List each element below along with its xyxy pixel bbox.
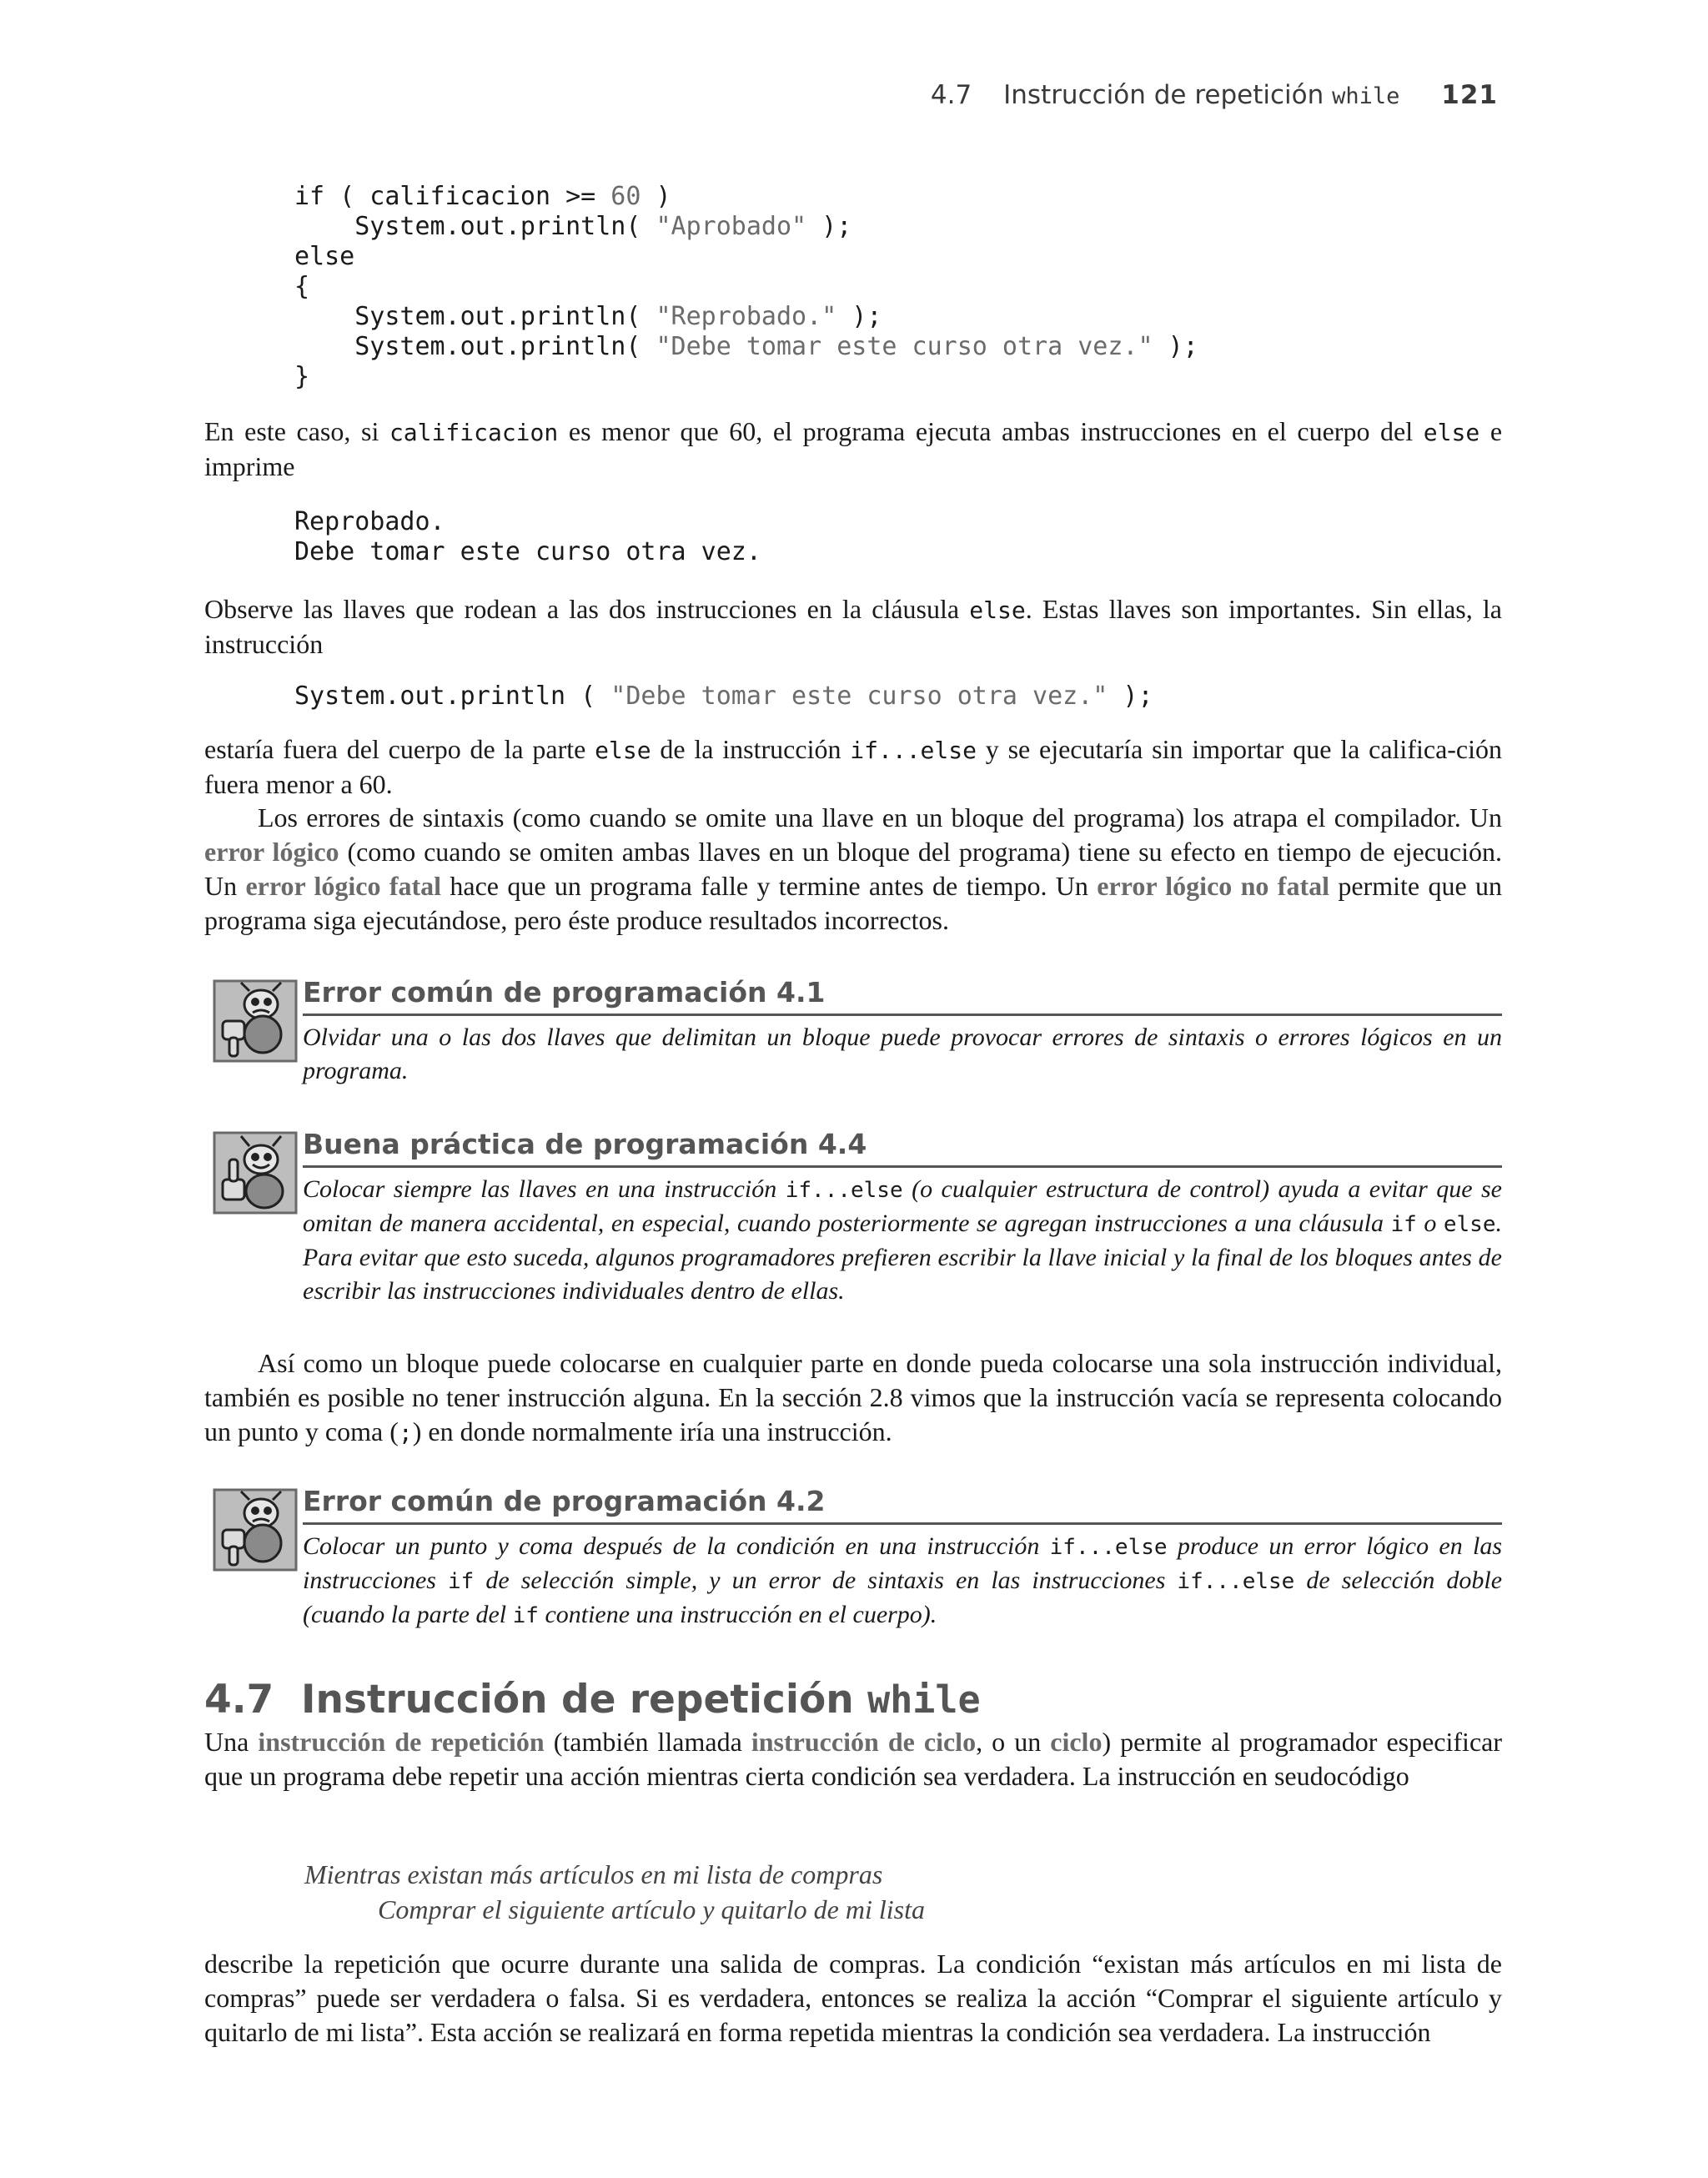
text: En este caso, si [204, 416, 389, 446]
code-literal: "Reprobado." [656, 302, 837, 331]
code-text: ); [1153, 332, 1198, 361]
code-text: ); [806, 212, 852, 241]
tip-common-error-4-1 [204, 976, 1502, 1088]
paragraph [204, 732, 1502, 802]
inline-code: if [512, 1603, 539, 1628]
text: Así como un bloque puede colocarse en cualquier parte en donde pueda colocarse una sola instrucción individual, también es posible no tener instrucción alguna. En la sección 2.8 vimos que la instrucción vacía se representa colocando un punto y coma ( [204, 1348, 1502, 1446]
running-header [931, 80, 1498, 110]
text: y se ejecutaría sin importar que la califica-ción fuera menor a 60. [204, 734, 1503, 799]
text: ) en donde normalmente iría una instrucción. [412, 1416, 892, 1446]
paragraph-empty-statement [204, 1346, 1502, 1450]
text: produce un error lógico en las instrucciones [303, 1532, 1503, 1594]
tip-body: Olvidar una o las dos llaves que delimitan un bloque puede provocar errores de sintaxis o errores lógicos en un programa. [303, 1024, 1502, 1084]
paragraph-repetition [204, 1725, 1502, 1793]
text: de la instrucción [651, 734, 851, 764]
inline-code: if...else [785, 1178, 903, 1203]
section-number: 4.7 [204, 1677, 274, 1723]
tip-title: Error común de programación 4.1 [303, 976, 1502, 1016]
program-output [294, 507, 761, 567]
text: es menor que 60, el programa ejecuta ambas instrucciones en el cuerpo del [558, 416, 1424, 446]
inline-code: else [969, 596, 1026, 624]
paragraph-errors [204, 801, 1502, 938]
text: permite que un programa siga ejecutándose, pero éste produce resultados incorrectos. [204, 871, 1503, 935]
key-term: instrucción de ciclo [751, 1727, 977, 1757]
text: de selección simple, y un error de sintaxis en las instrucciones [474, 1567, 1178, 1594]
key-term: error lógico [204, 837, 339, 867]
inline-code: else [595, 737, 651, 764]
text: e imprime [204, 416, 1503, 481]
code-text: else [294, 242, 355, 271]
code-text: System.out.println( [294, 332, 656, 361]
code-block-if-else [294, 182, 1198, 392]
output-line: Debe tomar este curso otra vez. [294, 537, 761, 566]
tip-body [303, 1173, 1502, 1308]
text: Colocar siempre las llaves en una instrucción [303, 1175, 786, 1203]
inline-code: if...else [1049, 1535, 1168, 1560]
inline-code: if...else [1177, 1569, 1295, 1594]
text: (o cualquier estructura de control) ayuda a evitar que se omitan de manera accidental, en especial, cuando posteriormente se agregan instrucciones a una cláusula [303, 1175, 1502, 1237]
header-section-number: 4.7 [930, 80, 972, 110]
key-term: instrucción de repetición [258, 1727, 545, 1757]
code-text: { [294, 272, 310, 301]
inline-code: ; [398, 1419, 413, 1446]
code-text: if ( calificacion >= [294, 182, 611, 211]
code-text: ) [640, 182, 671, 211]
text: , o un [976, 1727, 1051, 1757]
text: Observe las llaves que rodean a las dos instrucciones en la cláusula [204, 594, 970, 624]
text: . Para evitar que esto suceda, algunos programadores prefieren escribir la llave inicial y la final de los bloques antes de escribir las instrucciones individuales dentro de ellas. [303, 1210, 1502, 1305]
paragraph-description: describe la repetición que ocurre durante una salida de compras. La condición “existan más artículos en mi lista de compras” puede ser verdadera o falsa. Si es verdadera, entonces se realiza la acción “Comprar el siguiente artículo y quitarlo de mi lista”. Esta acción se realizará en forma repetida mientras la condición sea verdadera. La instrucción [204, 1949, 1502, 2047]
code-text: ); [1108, 682, 1153, 711]
tip-title: Error común de programación 4.2 [303, 1485, 1502, 1525]
tip-common-error-4-2 [204, 1485, 1502, 1632]
inline-code: else [1443, 1212, 1496, 1237]
code-line-println [294, 682, 1153, 712]
text: ) permite al programador especificar que un programa debe repetir una acción mientras cierta condición sea verdadera. La instrucción en seudocódigo [204, 1727, 1502, 1791]
header-title-code: while [1332, 83, 1400, 109]
code-text: } [294, 362, 310, 391]
section-title-code: while [867, 1678, 981, 1722]
bug-thumbs-down-icon [213, 979, 298, 1063]
text: (también llamada [544, 1727, 751, 1757]
pseudocode-line: Mientras existan más artículos en mi lista de compras [304, 1859, 883, 1889]
code-text: System.out.println ( [294, 682, 611, 711]
code-literal: "Aprobado" [656, 212, 807, 241]
text: hace que un programa falle y termine antes de tiempo. Un [441, 871, 1098, 901]
code-text: System.out.println( [294, 212, 656, 241]
inline-code: calificacion [389, 419, 559, 446]
output-line: Reprobado. [294, 507, 445, 536]
code-text: ); [836, 302, 882, 331]
bug-thumbs-down-icon [213, 1488, 298, 1572]
section-title-text: Instrucción de repetición [301, 1677, 854, 1723]
code-literal: "Debe tomar este curso otra vez." [656, 332, 1153, 361]
tip-good-practice-4-4 [204, 1128, 1502, 1308]
text: Los errores de sintaxis (como cuando se omite una llave en un bloque del programa) los atrapa el compilador. Un [258, 802, 1502, 832]
header-title: Instrucción de repetición [1003, 80, 1324, 110]
paragraph [204, 415, 1502, 484]
code-literal: 60 [610, 182, 641, 211]
paragraph [204, 592, 1502, 661]
pseudocode-line: Comprar el siguiente artículo y quitarlo de mi lista [378, 1894, 925, 1924]
text: Una [204, 1727, 259, 1757]
text: (como cuando se omiten ambas llaves en un bloque del programa) tiene su efecto en tiempo de ejecución. Un [204, 837, 1503, 901]
key-term: error lógico fatal [245, 871, 442, 901]
tip-body [303, 1530, 1502, 1632]
text: . Estas llaves son importantes. Sin ellas, la instrucción [204, 594, 1503, 659]
text: estaría fuera del cuerpo de la parte [204, 734, 595, 764]
code-text: System.out.println( [294, 302, 656, 331]
inline-code: if [1390, 1212, 1417, 1237]
inline-code: else [1423, 419, 1480, 446]
inline-code: if [448, 1569, 475, 1594]
page-number: 121 [1441, 80, 1498, 110]
bug-thumbs-up-icon [213, 1131, 298, 1215]
section-heading [204, 1677, 981, 1723]
key-term: ciclo [1050, 1727, 1103, 1757]
text: contiene una instrucción en el cuerpo). [538, 1601, 937, 1628]
inline-code: if...else [850, 737, 977, 764]
key-term: error lógico no fatal [1097, 871, 1329, 901]
text: de selección doble (cuando la parte del [303, 1567, 1503, 1628]
text: Colocar un punto y coma después de la condición en una instrucción [303, 1532, 1050, 1560]
text: o [1416, 1210, 1444, 1237]
tip-title: Buena práctica de programación 4.4 [303, 1128, 1502, 1168]
pseudocode [304, 1857, 925, 1927]
code-literal: "Debe tomar este curso otra vez." [610, 682, 1108, 711]
